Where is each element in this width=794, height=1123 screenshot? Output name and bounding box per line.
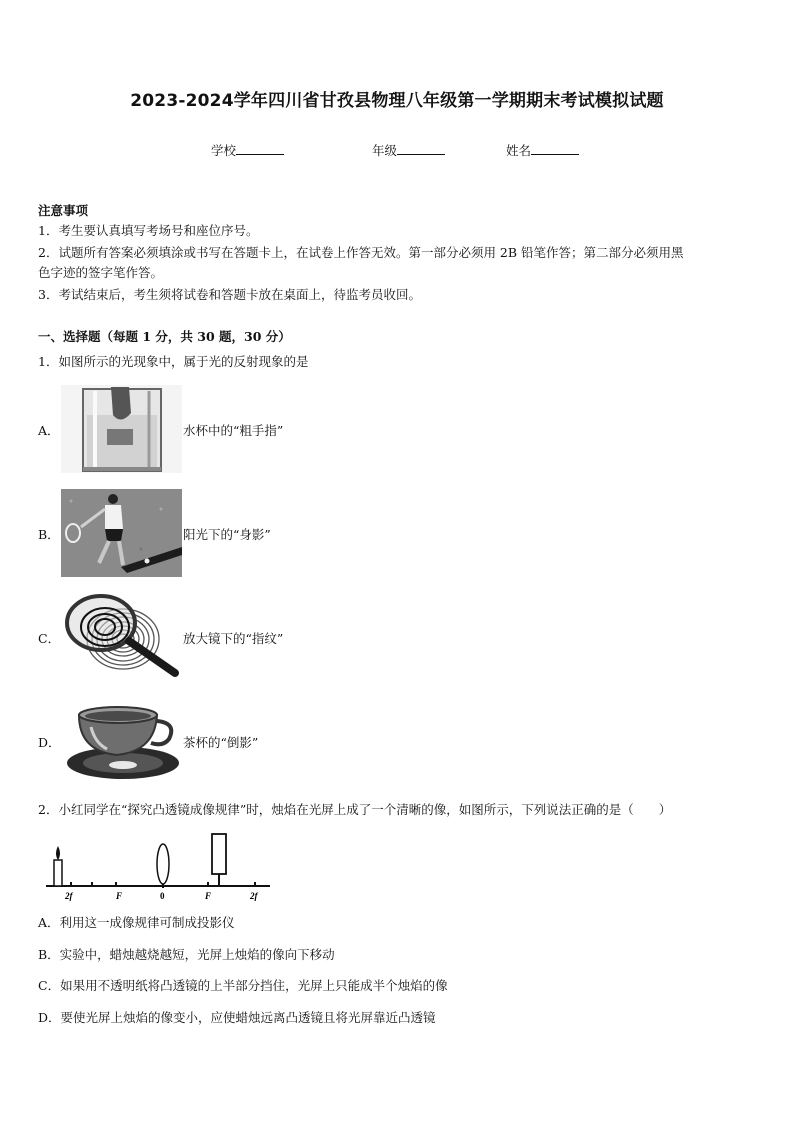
light-screen — [212, 834, 226, 874]
name-blank — [531, 143, 579, 155]
page-title: 2023-2024学年四川省甘孜县物理八年级第一学期期末考试模拟试题 — [130, 91, 664, 111]
option-d-letter: D． — [38, 735, 61, 750]
question-2-option-d: D．要使光屏上烛焰的像变小，应使蜡烛远离凸透镜且将光屏靠近凸透镜 — [38, 1010, 436, 1025]
school-blank — [236, 143, 284, 155]
question-2-stem: 2．小红同学在“探究凸透镜成像规律”时，烛焰在光屏上成了一个清晰的像，如图所示，下列说法正确的是（ ） — [38, 802, 672, 817]
tick-label: 2f — [65, 891, 73, 901]
notice-heading: 注意事项 — [38, 203, 89, 218]
glass-finger-photo — [61, 385, 182, 473]
option-c-text: 放大镜下的“指纹” — [183, 631, 284, 646]
school-field — [211, 141, 284, 159]
section-heading: 一、选择题（每题 1 分，共 30 题，30 分） — [38, 329, 291, 344]
tick-label: 2f — [250, 891, 258, 901]
notice-item: 色字迹的签字笔作答。 — [38, 265, 164, 280]
option-d-text: 茶杯的“倒影” — [183, 735, 259, 750]
question-2-option-b: B．实验中，蜡烛越烧越短，光屏上烛焰的像向下移动 — [38, 947, 335, 962]
notice-item: 2．试题所有答案必须填涂或书写在答题卡上，在试卷上作答无效。第一部分必须用 2B 铅笔作答；第二部分必须用黑 — [38, 245, 684, 260]
candle — [54, 860, 62, 886]
tick-label: 0 — [160, 891, 165, 901]
candle-flame — [56, 846, 60, 860]
tennis-shadow-photo — [61, 489, 182, 577]
tick-label: F — [205, 891, 212, 901]
teacup-reflection-photo — [61, 697, 182, 785]
grade-blank — [397, 143, 445, 155]
option-a-letter: A． — [38, 423, 60, 438]
question-2-option-c: C．如果用不透明纸将凸透镜的上半部分挡住，光屏上只能成半个烛焰的像 — [38, 978, 448, 993]
magnifier-fingerprint-photo — [61, 593, 182, 681]
name-field — [506, 141, 579, 159]
option-b-letter: B． — [38, 527, 60, 542]
grade-label: 年级 — [372, 143, 398, 158]
question-1-stem: 1．如图所示的光现象中，属于光的反射现象的是 — [38, 354, 309, 369]
option-b-text: 阳光下的“身影” — [183, 527, 271, 542]
notice-item: 3．考试结束后，考生须将试卷和答题卡放在桌面上，待监考员收回。 — [38, 287, 421, 302]
option-c-letter: C． — [38, 631, 61, 646]
question-2-option-a: A．利用这一成像规律可制成投影仪 — [38, 915, 235, 930]
grade-field — [372, 141, 445, 159]
school-label: 学校 — [211, 143, 237, 158]
notice-item: 1．考生要认真填写考场号和座位序号。 — [38, 223, 259, 238]
lens-imaging-diagram — [42, 830, 274, 902]
option-a-text: 水杯中的“粗手指” — [183, 423, 284, 438]
tick-label: F — [116, 891, 123, 901]
name-label: 姓名 — [506, 143, 532, 158]
convex-lens — [157, 844, 169, 884]
